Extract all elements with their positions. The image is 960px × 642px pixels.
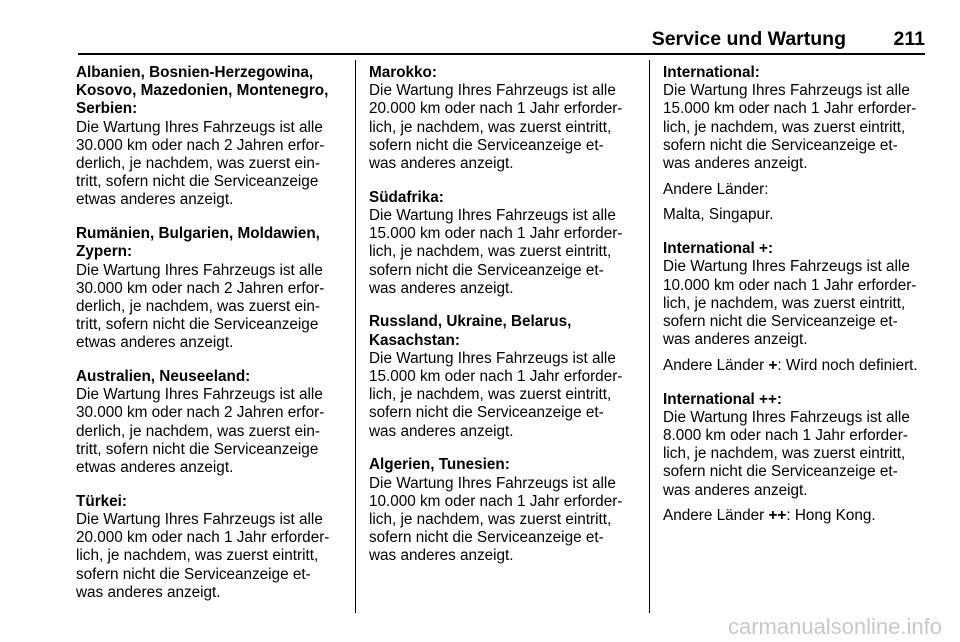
- text-line: was anderes anzeigt.: [76, 583, 221, 601]
- text-line: lich, je nachdem, was zuerst eintritt,: [369, 243, 612, 261]
- text-line: 8.000 km oder nach 1 Jahr erforder-: [663, 426, 908, 444]
- section-body: [369, 207, 641, 298]
- text-line: Die Wartung Ihres Fahrzeugs ist alle: [369, 82, 616, 100]
- section-heading: [369, 313, 641, 349]
- section-body: [76, 511, 348, 602]
- text-line: tritt, sofern nicht die Serviceanzeige: [76, 173, 319, 191]
- text-line: was anderes anzeigt.: [369, 422, 514, 440]
- text-line: 10.000 km oder nach 1 Jahr erforder-: [663, 276, 917, 294]
- section-body: [663, 409, 935, 526]
- region-section: [663, 391, 935, 526]
- text-line: sofern nicht die Serviceanzeige et-: [369, 261, 604, 279]
- section-heading: [369, 64, 641, 82]
- heading-line: Algerien, Tunesien:: [369, 456, 510, 474]
- paragraph: [76, 511, 348, 602]
- paragraph: [663, 409, 935, 500]
- text-line: was anderes anzeigt.: [663, 155, 808, 173]
- text-line: was anderes anzeigt.: [663, 331, 808, 349]
- heading-line: International ++:: [663, 390, 782, 408]
- section-body: [369, 82, 641, 173]
- section-heading: [369, 456, 641, 474]
- page-title: Service und Wartung: [651, 28, 846, 50]
- text-line: sofern nicht die Serviceanzeige et-: [663, 312, 898, 330]
- text-line: Die Wartung Ihres Fahrzeugs ist alle: [369, 206, 616, 224]
- text-line: derlich, je nachdem, was zuerst ein-: [76, 422, 321, 440]
- text-line: Die Wartung Ihres Fahrzeugs ist alle: [76, 118, 323, 136]
- text-line: [663, 357, 935, 375]
- region-section: [369, 189, 641, 298]
- region-section: [369, 313, 641, 440]
- text-line: sofern nicht die Serviceanzeige et-: [369, 136, 604, 154]
- heading-line: Türkei:: [76, 492, 127, 510]
- section-body: [76, 262, 348, 353]
- paragraph: [663, 357, 935, 375]
- text-line: lich, je nachdem, was zuerst eintritt,: [369, 118, 612, 136]
- paragraph: [663, 181, 935, 199]
- section-body: [369, 475, 641, 566]
- region-section: [663, 240, 935, 375]
- text-line: derlich, je nachdem, was zuerst ein-: [76, 297, 321, 315]
- region-section: [76, 225, 348, 352]
- paragraph: [369, 82, 641, 173]
- text-line: Die Wartung Ihres Fahrzeugs ist alle: [76, 510, 323, 528]
- text-line: derlich, je nachdem, was zuerst ein-: [76, 155, 321, 173]
- text-line: tritt, sofern nicht die Serviceanzeige: [76, 440, 319, 458]
- text-line: Die Wartung Ihres Fahrzeugs ist alle: [369, 474, 616, 492]
- header-divider: [78, 53, 925, 55]
- text-line: 15.000 km oder nach 1 Jahr erforder-: [369, 368, 623, 386]
- text-prefix: Andere Länder: [663, 507, 769, 525]
- text-line: 20.000 km oder nach 1 Jahr erforder-: [76, 529, 330, 547]
- text-line: 30.000 km oder nach 2 Jahren erfor-: [76, 404, 325, 422]
- text-line: 30.000 km oder nach 2 Jahren erfor-: [76, 279, 325, 297]
- region-section: [76, 64, 348, 210]
- text-line: 15.000 km oder nach 1 Jahr erforder-: [369, 225, 623, 243]
- heading-line: Serbien:: [76, 100, 138, 118]
- text-line: sofern nicht die Serviceanzeige et-: [369, 404, 604, 422]
- column-divider-1: [355, 60, 356, 613]
- text-line: [663, 507, 935, 525]
- region-section: [369, 64, 641, 173]
- text-line: lich, je nachdem, was zuerst eintritt,: [663, 118, 906, 136]
- text-line: lich, je nachdem, was zuerst eintritt,: [369, 510, 612, 528]
- region-section: [76, 493, 348, 602]
- section-heading: [369, 189, 641, 207]
- symbol-marker: ++: [768, 507, 787, 525]
- text-line: tritt, sofern nicht die Serviceanzeige: [76, 316, 319, 334]
- paragraph: [369, 475, 641, 566]
- section-body: [76, 386, 348, 477]
- section-heading: [663, 240, 935, 258]
- section-heading: [663, 391, 935, 409]
- text-line: was anderes anzeigt.: [369, 155, 514, 173]
- section-heading: [76, 368, 348, 386]
- text-line: sofern nicht die Serviceanzeige et-: [663, 463, 898, 481]
- section-heading: [76, 225, 348, 261]
- text-line: sofern nicht die Serviceanzeige et-: [663, 136, 898, 154]
- text-line: was anderes anzeigt.: [369, 547, 514, 565]
- text-line: 30.000 km oder nach 2 Jahren erfor-: [76, 136, 325, 154]
- heading-line: Marokko:: [369, 64, 437, 81]
- text-line: was anderes anzeigt.: [369, 279, 514, 297]
- text-line: Die Wartung Ihres Fahrzeugs ist alle: [663, 258, 910, 276]
- heading-line: Zypern:: [76, 243, 133, 261]
- paragraph: [76, 119, 348, 210]
- text-line: lich, je nachdem, was zuerst eintritt,: [663, 294, 906, 312]
- paragraph: [76, 262, 348, 353]
- text-line: sofern nicht die Serviceanzeige et-: [76, 565, 311, 583]
- region-section: [663, 64, 935, 225]
- text-column-2: [369, 64, 641, 581]
- text-column-3: [663, 64, 935, 541]
- region-section: [76, 368, 348, 477]
- heading-line: International +:: [663, 240, 774, 258]
- heading-line: Südafrika:: [369, 188, 444, 206]
- text-line: 20.000 km oder nach 1 Jahr erforder-: [369, 100, 623, 118]
- text-line: 10.000 km oder nach 1 Jahr erforder-: [369, 492, 623, 510]
- text-line: Die Wartung Ihres Fahrzeugs ist alle: [663, 82, 910, 100]
- paragraph: [663, 507, 935, 525]
- text-line: Andere Länder:: [663, 180, 769, 198]
- heading-line: Rumänien, Bulgarien, Moldawien,: [76, 225, 320, 243]
- text-line: etwas anderes anzeigt.: [76, 334, 234, 352]
- text-line: was anderes anzeigt.: [663, 481, 808, 499]
- section-body: [76, 119, 348, 210]
- text-line: 15.000 km oder nach 1 Jahr erforder-: [663, 100, 917, 118]
- symbol-marker: +: [768, 356, 778, 374]
- heading-line: Australien, Neuseeland:: [76, 368, 251, 386]
- text-line: lich, je nachdem, was zuerst eintritt,: [663, 445, 906, 463]
- section-heading: [76, 64, 348, 119]
- text-line: lich, je nachdem, was zuerst eintritt,: [76, 547, 319, 565]
- text-line: etwas anderes anzeigt.: [76, 459, 234, 477]
- section-heading: [663, 64, 935, 82]
- text-line: sofern nicht die Serviceanzeige et-: [369, 529, 604, 547]
- text-suffix: : Hong Kong.: [786, 507, 876, 525]
- column-divider-2: [649, 60, 650, 613]
- paragraph: [369, 350, 641, 441]
- paragraph: [663, 82, 935, 173]
- heading-line: Kosovo, Mazedonien, Montenegro,: [76, 82, 329, 100]
- text-prefix: Andere Länder: [663, 356, 769, 374]
- text-line: Malta, Singapur.: [663, 206, 774, 224]
- heading-line: Albanien, Bosnien-Herzegowina,: [76, 64, 314, 81]
- text-line: Die Wartung Ihres Fahrzeugs ist alle: [369, 349, 616, 367]
- section-body: [663, 258, 935, 375]
- page-number: 211: [893, 28, 925, 50]
- paragraph: [663, 206, 935, 224]
- text-column-1: [76, 64, 348, 617]
- text-line: lich, je nachdem, was zuerst eintritt,: [369, 386, 612, 404]
- text-line: Die Wartung Ihres Fahrzeugs ist alle: [76, 261, 323, 279]
- text-line: Die Wartung Ihres Fahrzeugs ist alle: [663, 408, 910, 426]
- region-section: [369, 456, 641, 565]
- watermark-text: carmanualsonline.info: [727, 614, 942, 639]
- section-heading: [76, 493, 348, 511]
- paragraph: [369, 207, 641, 298]
- section-body: [663, 82, 935, 224]
- text-line: Die Wartung Ihres Fahrzeugs ist alle: [76, 386, 323, 404]
- text-suffix: : Wird noch definiert.: [777, 356, 918, 374]
- section-body: [369, 350, 641, 441]
- paragraph: [76, 386, 348, 477]
- paragraph: [663, 258, 935, 349]
- text-line: etwas anderes anzeigt.: [76, 191, 234, 209]
- heading-line: International:: [663, 64, 760, 81]
- heading-line: Kasachstan:: [369, 331, 460, 349]
- heading-line: Russland, Ukraine, Belarus,: [369, 313, 572, 331]
- page-header: [78, 28, 925, 53]
